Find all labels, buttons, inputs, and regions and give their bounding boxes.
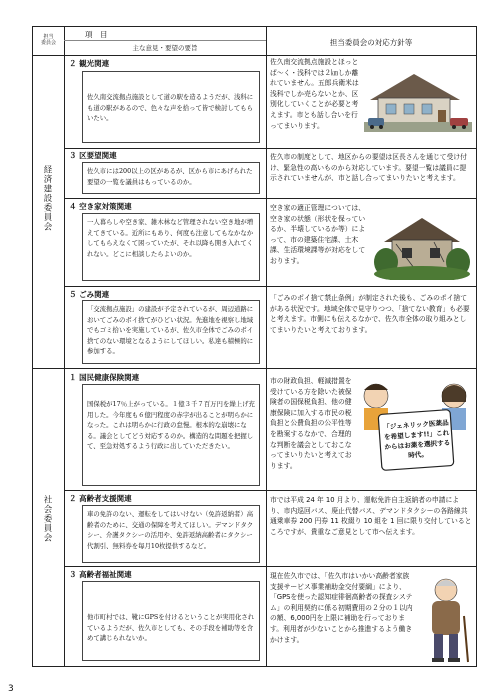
committee-social: 社会委員会 [42,495,52,543]
house-illustration [364,70,472,132]
response-health-insurance: 市の財政負担、軽減措置を受けている方を除いた被保険者の国保税負担、他の健康保険に加入する市民の税負担と公費負担の公平性等を勘案するなかで、合理的な判断を議会としておこなってまいりたいと考えております。 [270,377,352,470]
item-title-tourism: ２ 観光関連 [69,59,110,68]
item-title-elderly-support: ２ 高齢者支援関連 [69,494,132,503]
item-title-garbage: ５ ごみ関連 [69,290,110,299]
opinion-health-insurance: 国保税が17％上がっている。１億３千７百万円を繰上げ充用した。今年度も６億円程度の赤字が出ることが明らかになった。これは明らかに行政の怠慢。根本的な崩壊になる。議会としてどう対応するのか。構造的な問題を把握して、至急対処するよう行政に出していただきたい。 [82,384,260,486]
response-district-requests: 佐久市の制度として、地区からの要望は区長さんを通じて受け付け、緊急性の高いものから対応しています。要望一覧は議員に提示されていませんが、市と話し合ってまいりたいと考えます。 [270,153,467,183]
opinion-garbage: 「交流拠点施設」の建設が予定されているが、周辺道路においてごみのポイ捨てがひどい状況。先進地を視察し地域でもゴミ拾いを実施しているが、佐久市全体でごみのポイ捨てのない環境となるようにしてほしい。私達も積極的に参加する。 [82,300,260,364]
response-elderly-support: 市では平成 24 年 10 月より、運転免許自主返納者の申請により、市内巡回バス、廃止代替バス、デマンドタクシーの各路線共通乗車券 200 円券 11 枚綴り 10 組を 1 回に限り交付しているところですが、貴重なご意見として市へ伝えます。 [270,496,472,536]
header-committee-label: 担当 委員会 [40,34,56,46]
opinion-tourism: 佐久南交流拠点施設として道の駅を造るようだが、浅科にも道の駅があるので、色々な声を拾って皆で検討してもらいたい。 [82,71,260,143]
response-garbage: 「ごみのポイ捨て禁止条例」が制定された後も、ごみのポイ捨てがある状況です。地域全体で見守りつつ、「捨てない教育」も必要と考えます。市側にも伝えるなかで、佐久市全体の取り組みとしてまいりたいと考えております。 [270,294,470,334]
page-number: 3 [8,684,14,694]
item-title-health-insurance: １ 国民健康保険関連 [69,373,140,382]
opinion-elderly-support: 車の免許のない、運転をしてはいけない（免許返納者）高齢者のために、交通の保障を考えてほしい。デマンドタクシー、介護タクシーの活用や、免許返納高齢者にタクシー代割引、無料券を毎月10枚提供するなど。 [82,505,260,563]
item-title-elderly-welfare: ３ 高齢者福祉関連 [69,570,132,579]
generic-drug-poster-text: 「ジェネリック医薬品を希望します!!」これからはお薬を選択する時代。 [382,418,451,460]
opinion-elderly-welfare: 他市町村では、靴にGPSを付けるということが実用化されているようだが、佐久市としても、その手段を補助等を含めて講じられないか。 [82,581,260,661]
header-response-label: 担当委員会の対応方針等 [329,38,413,47]
opinion-vacant-houses: 一人暮らしや空き家、雑木林など管理されない空き地が増えてきている。近所にもあり、何度も注意してもなかなかしてもらえなくて困っていたが、それ以降も開き入れてくれない。どこに相談したらよいのか。 [82,213,260,281]
header-opinion-label: 主な意見・要望の要旨 [132,44,198,52]
response-tourism: 佐久南交流拠点施設とほっとぱ～く・浅科では２㎞しか離れていません。五郎兵衛米は浅科でしか売らないとか、区別化していくことが必要と考えます。市とも話し合いを行ってまいります。 [270,58,359,130]
elderly-illustration [420,576,472,664]
header-item-label: 項 目 [85,30,108,39]
response-elderly-welfare: 現在佐久市では、「佐久市はいかい高齢者家族支援サービス事業補助金交付要綱」により、「GPSを使った認知症徘徊高齢者の探査システム」の利用契約に係る初期費用の２分の１以内の額、6,000円を上限に補助を行っております。利用者が少ないことから推進するよう働きかけます。 [270,572,413,644]
opinion-district-requests: 佐久市には200以上の区があるが、区から市にあげられた要望の一覧を議員はもっているのか。 [82,162,260,194]
committee-economy-construction: 経済建設委員会 [42,165,52,232]
response-vacant-houses: 空き家の適正管理については、空き家の状態（形状を保っているか、半壊しているか等）によって、市の建築住宅課、土木課、生活環境課等が対応をしております。 [270,204,366,265]
item-title-vacant-houses: ４ 空き家対策関連 [69,202,132,211]
item-title-district-requests: ３ 区要望関連 [69,151,117,160]
vacant-house-illustration [374,212,470,280]
